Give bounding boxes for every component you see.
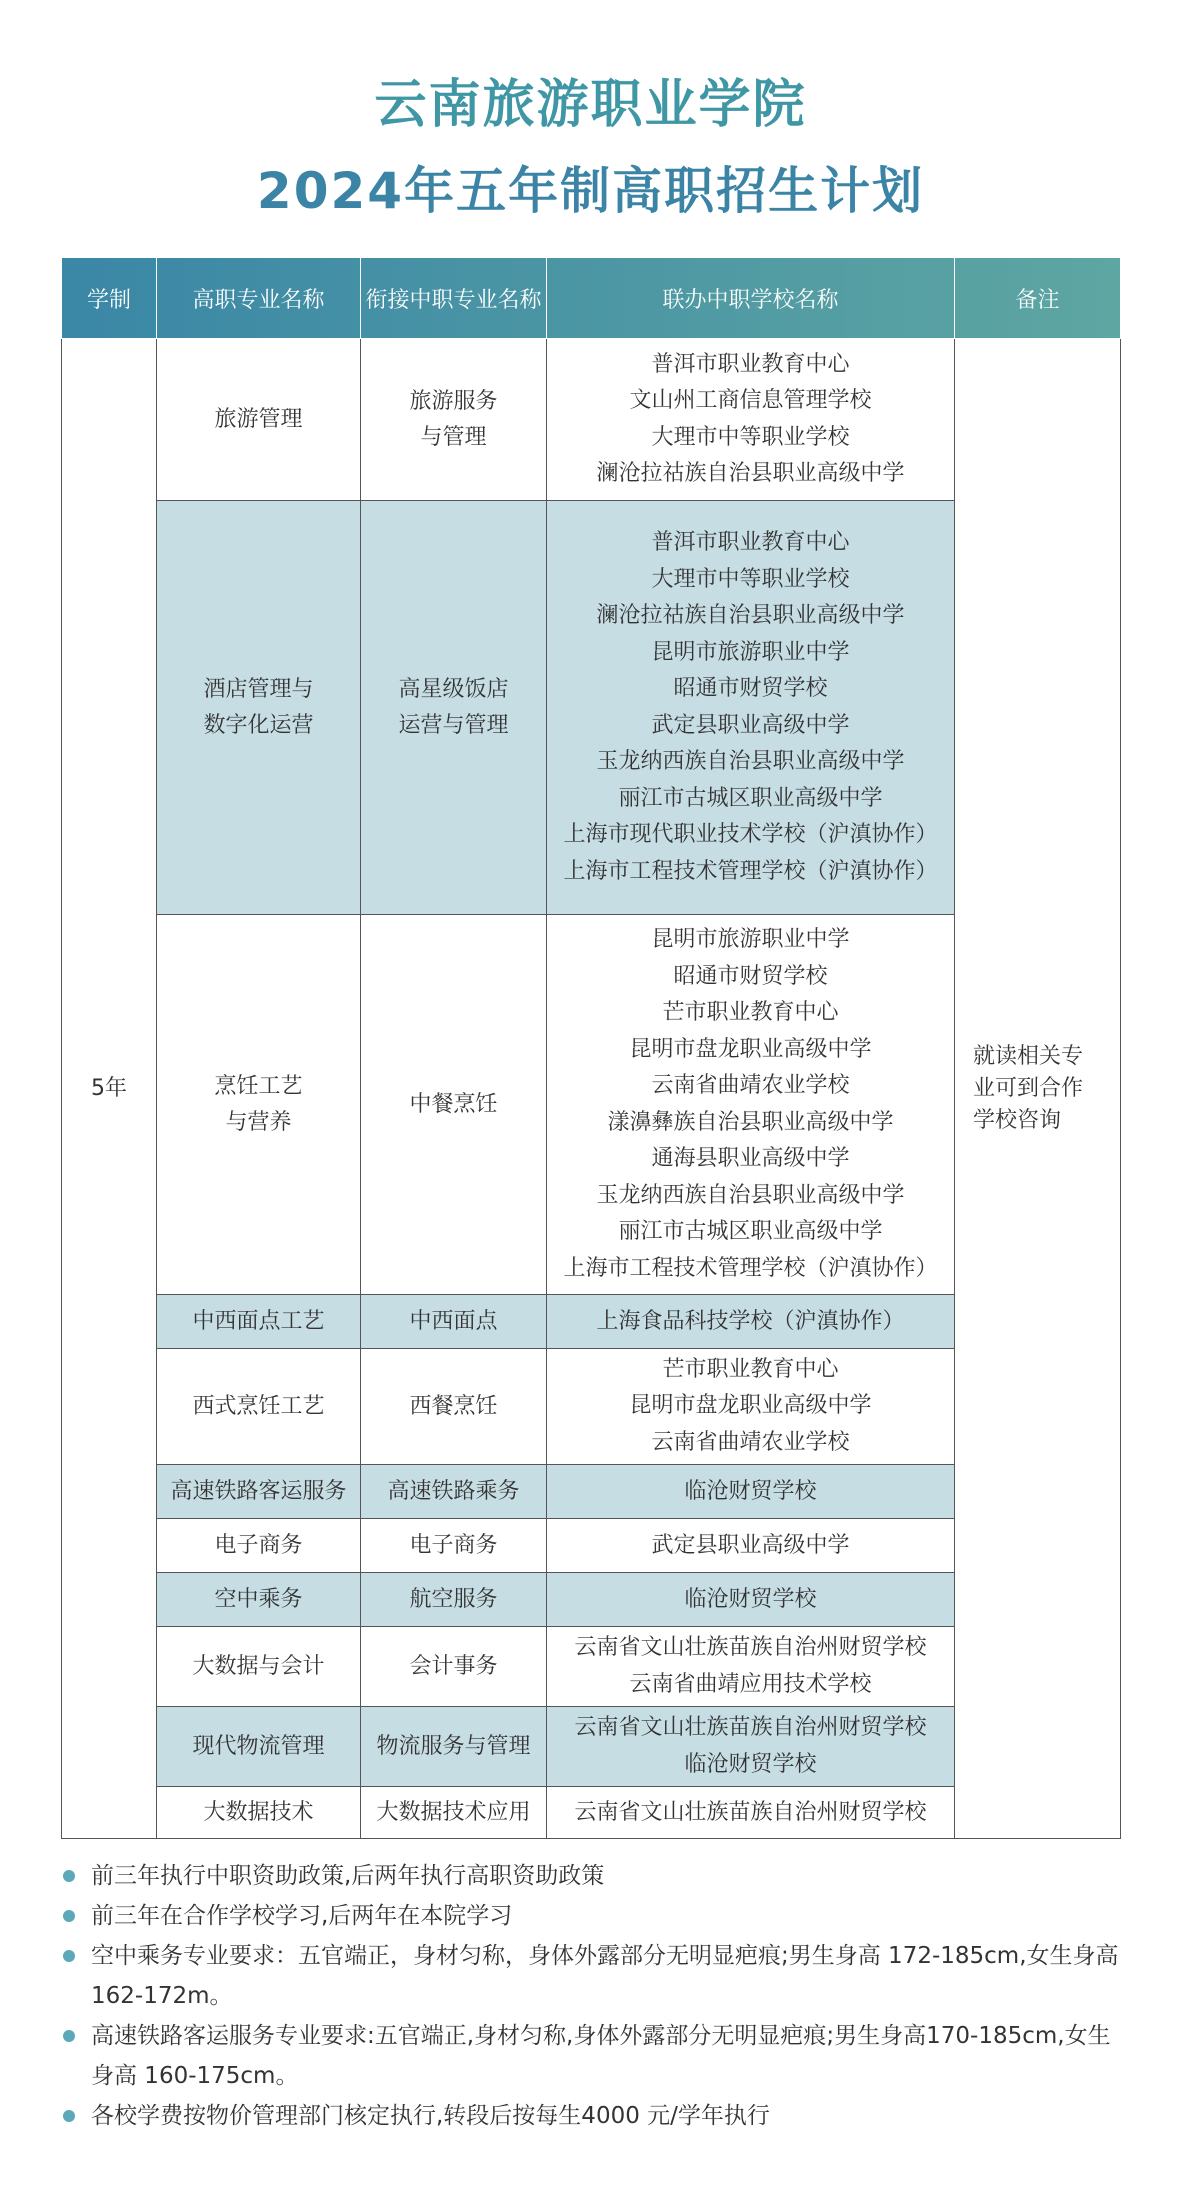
school-name: 文山州工商信息管理学校	[629, 388, 872, 413]
title-block	[0, 70, 1181, 228]
schools-cell	[547, 915, 955, 1295]
school-name: 上海市工程技术管理学校（沪滇协作）	[563, 1255, 938, 1281]
school-name: 芒市职业教育中心	[662, 1000, 839, 1025]
secondary-major-cell-line: 中西面点	[409, 1308, 498, 1334]
major-cell	[157, 915, 361, 1295]
secondary-major-cell	[361, 1465, 547, 1519]
bullet-dot-icon	[63, 2030, 75, 2042]
schools-cell	[547, 1787, 955, 1839]
secondary-major-cell	[361, 1627, 547, 1707]
secondary-major-cell	[361, 1519, 547, 1573]
major-cell	[157, 339, 361, 501]
major-cell	[157, 1707, 361, 1787]
schools-cell	[547, 1707, 955, 1787]
note-text: 空中乘务专业要求：五官端正，身材匀称，身体外露部分无明显疤痕;男生身高 172-185cm,女生身高 162-172m。	[91, 1943, 1119, 2009]
header-schools: 联办中职学校名称	[547, 258, 955, 339]
school-name: 云南省文山壮族苗族自治州财贸学校	[574, 1715, 927, 1740]
major-cell	[157, 1295, 361, 1349]
school-name: 普洱市职业教育中心	[651, 530, 850, 555]
page-title: 云南旅游职业学院	[374, 75, 807, 135]
schools-cell	[547, 1465, 955, 1519]
secondary-major-cell	[361, 501, 547, 915]
school-name: 漾濞彝族自治县职业高级中学	[607, 1109, 894, 1135]
header-duration: 学制	[62, 258, 157, 339]
school-name: 昆明市旅游职业中学	[651, 927, 850, 952]
major-cell	[157, 1465, 361, 1519]
notes-list	[61, 1856, 1120, 2136]
secondary-major-cell-line: 航空服务	[409, 1586, 498, 1612]
school-name: 临沧财贸学校	[684, 1586, 817, 1612]
school-name: 云南省曲靖应用技术学校	[629, 1671, 872, 1697]
enrollment-plan-table	[61, 257, 1121, 1839]
major-cell-line: 大数据与会计	[192, 1653, 325, 1679]
school-name: 玉龙纳西族自治县职业高级中学	[596, 1182, 905, 1208]
major-cell-line: 中西面点工艺	[192, 1308, 325, 1334]
school-name: 丽江市古城区职业高级中学	[618, 785, 883, 811]
school-name: 丽江市古城区职业高级中学	[618, 1219, 883, 1244]
note-item	[61, 2096, 1120, 2136]
schools-cell	[547, 1627, 955, 1707]
major-cell-line: 现代物流管理	[192, 1733, 325, 1759]
secondary-major-cell-line: 电子商务	[409, 1532, 498, 1558]
page-subtitle: 2024年五年制高职招生计划	[256, 162, 925, 220]
secondary-major-cell	[361, 915, 547, 1295]
bullet-dot-icon	[63, 1910, 75, 1922]
secondary-major-cell-line: 大数据技术应用	[376, 1799, 531, 1825]
school-name: 通海县职业高级中学	[651, 1146, 850, 1171]
school-name: 临沧财贸学校	[684, 1751, 817, 1777]
duration-cell: 5年	[62, 339, 157, 1839]
schools-cell	[547, 1349, 955, 1465]
school-name: 上海市现代职业技术学校（沪滇协作）	[563, 822, 938, 847]
secondary-major-cell-line: 与管理	[420, 424, 487, 450]
secondary-major-cell	[361, 339, 547, 501]
major-cell-line: 高速铁路客运服务	[170, 1478, 347, 1504]
schools-cell	[547, 339, 955, 501]
table-row	[62, 339, 1121, 501]
secondary-major-cell-line: 运营与管理	[398, 712, 509, 738]
secondary-major-cell	[361, 1707, 547, 1787]
school-name: 云南省文山壮族苗族自治州财贸学校	[574, 1635, 927, 1660]
school-name: 云南省文山壮族苗族自治州财贸学校	[574, 1799, 927, 1825]
note-item	[61, 1936, 1120, 2016]
major-cell	[157, 1787, 361, 1839]
school-name: 临沧财贸学校	[684, 1478, 817, 1504]
school-name: 云南省曲靖农业学校	[651, 1429, 850, 1455]
school-name: 上海食品科技学校（沪滇协作）	[596, 1308, 905, 1334]
header-major: 高职专业名称	[157, 258, 361, 339]
secondary-major-cell	[361, 1573, 547, 1627]
note-item	[61, 2016, 1120, 2096]
schools-cell	[547, 501, 955, 915]
table-header-row	[62, 258, 1121, 339]
school-name: 武定县职业高级中学	[651, 1532, 850, 1558]
major-cell	[157, 1519, 361, 1573]
secondary-major-cell-line: 中餐烹饪	[409, 1091, 498, 1117]
school-name: 云南省曲靖农业学校	[651, 1073, 850, 1098]
secondary-major-cell-line: 物流服务与管理	[376, 1733, 531, 1759]
note-item	[61, 1856, 1120, 1896]
school-name: 昭通市财贸学校	[673, 676, 828, 701]
secondary-major-cell-line: 会计事务	[409, 1653, 498, 1679]
major-cell-line: 西式烹饪工艺	[192, 1393, 325, 1419]
school-name: 普洱市职业教育中心	[651, 351, 850, 377]
secondary-major-cell-line: 高速铁路乘务	[387, 1478, 520, 1504]
note-text: 各校学费按物价管理部门核定执行,转段后按每生4000 元/学年执行	[91, 2103, 770, 2129]
header-secondary-major: 衔接中职专业名称	[361, 258, 547, 339]
school-name: 玉龙纳西族自治县职业高级中学	[596, 749, 905, 774]
major-cell-line: 电子商务	[214, 1532, 303, 1558]
major-cell-line: 旅游管理	[214, 406, 303, 432]
school-name: 澜沧拉祜族自治县职业高级中学	[596, 461, 905, 486]
secondary-major-cell	[361, 1295, 547, 1349]
school-name: 上海市工程技术管理学校（沪滇协作）	[563, 858, 938, 884]
note-text: 高速铁路客运服务专业要求:五官端正,身材匀称,身体外露部分无明显疤痕;男生身高170-185cm,女生身高 160-175cm。	[91, 2023, 1111, 2089]
schools-cell	[547, 1573, 955, 1627]
school-name: 昆明市盘龙职业高级中学	[629, 1393, 872, 1419]
major-cell-line: 数字化运营	[203, 712, 314, 738]
remark-cell: 就读相关专业可到合作学校咨询	[955, 339, 1121, 1839]
major-cell-line: 与营养	[225, 1109, 292, 1135]
note-item	[61, 1896, 1120, 1936]
school-name: 大理市中等职业学校	[651, 566, 850, 592]
secondary-major-cell-line: 西餐烹饪	[409, 1393, 498, 1419]
school-name: 芒市职业教育中心	[662, 1356, 839, 1382]
schools-cell	[547, 1519, 955, 1573]
school-name: 澜沧拉祜族自治县职业高级中学	[596, 603, 905, 628]
major-cell	[157, 1349, 361, 1465]
school-name: 昭通市财贸学校	[673, 963, 828, 989]
secondary-major-cell-line: 旅游服务	[409, 388, 498, 414]
major-cell-line: 大数据技术	[203, 1799, 314, 1825]
bullet-dot-icon	[63, 2110, 75, 2122]
major-cell-line: 烹饪工艺	[214, 1073, 303, 1099]
bullet-dot-icon	[63, 1870, 75, 1882]
school-name: 大理市中等职业学校	[651, 424, 850, 450]
major-cell-line: 空中乘务	[214, 1586, 303, 1612]
school-name: 昆明市旅游职业中学	[651, 639, 850, 665]
bullet-dot-icon	[63, 1950, 75, 1962]
major-cell	[157, 1627, 361, 1707]
secondary-major-cell	[361, 1349, 547, 1465]
school-name: 昆明市盘龙职业高级中学	[629, 1036, 872, 1062]
major-cell-line: 酒店管理与	[203, 676, 314, 702]
secondary-major-cell	[361, 1787, 547, 1839]
school-name: 武定县职业高级中学	[651, 712, 850, 738]
major-cell	[157, 1573, 361, 1627]
schools-cell	[547, 1295, 955, 1349]
note-text: 前三年执行中职资助政策,后两年执行高职资助政策	[91, 1863, 605, 1889]
note-text: 前三年在合作学校学习,后两年在本院学习	[91, 1903, 513, 1929]
major-cell	[157, 501, 361, 915]
header-remark: 备注	[955, 258, 1121, 339]
secondary-major-cell-line: 高星级饭店	[398, 676, 509, 702]
